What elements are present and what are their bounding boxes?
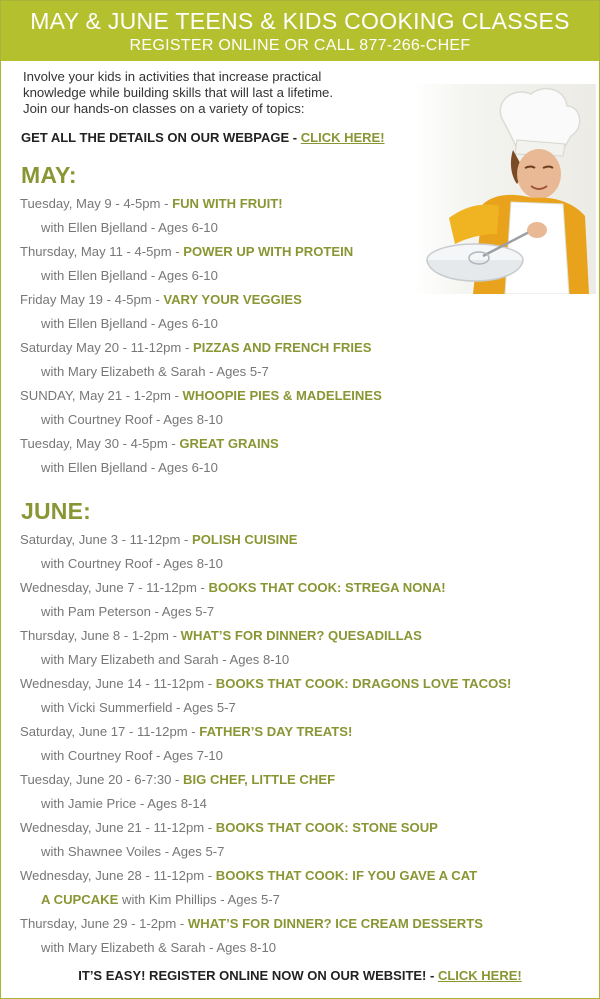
class-row [20,292,302,307]
class-when: Thursday, May 11 - 4-5pm - [20,244,184,259]
class-title: BOOKS THAT COOK: STONE SOUP [215,820,438,835]
class-title: BIG CHEF, LITTLE CHEF [183,772,336,787]
class-instructor: with Ellen Bjelland - Ages 6-10 [41,220,218,235]
class-instructor: with Mary Elizabeth & Sarah - Ages 5-7 [41,364,269,379]
class-row [20,244,353,259]
class-instructor: with Courtney Roof - Ages 8-10 [41,412,223,427]
class-when: Wednesday, June 7 - 11-12pm - [20,580,209,595]
header-banner [1,1,599,61]
class-when: Saturday, June 3 - 11-12pm - [20,532,193,547]
class-title: BOOKS THAT COOK: IF YOU GAVE A CAT [215,868,478,883]
intro-line: Involve your kids in activities that increase practical [23,69,322,84]
details-text: GET ALL THE DETAILS ON OUR WEBPAGE - [21,130,301,145]
class-instructor: with Vicki Summerfield - Ages 5-7 [41,700,236,715]
details-click-here-link[interactable]: CLICK HERE! [300,130,385,145]
class-title: BOOKS THAT COOK: STREGA NONA! [208,580,446,595]
class-when: Saturday, June 17 - 11-12pm - [20,724,200,739]
class-row [20,388,382,403]
class-when: Tuesday, June 20 - 6-7:30 - [20,772,184,787]
header-subtitle: REGISTER ONLINE OR CALL 877-266-CHEF [129,37,471,54]
class-title-continued: A CUPCAKE [41,892,119,907]
class-row [20,772,335,787]
class-title: POLISH CUISINE [192,532,298,547]
chef-photo [413,84,596,294]
class-instructor: with Ellen Bjelland - Ages 6-10 [41,460,218,475]
class-instructor: with Courtney Roof - Ages 7-10 [41,748,223,763]
intro-text [23,69,413,117]
may-section-title: MAY: [21,162,77,188]
class-row [20,916,483,931]
class-title: GREAT GRAINS [179,436,279,451]
class-title: VARY YOUR VEGGIES [163,292,302,307]
footer-click-here-link[interactable]: CLICK HERE! [437,968,522,983]
class-row [20,340,371,355]
class-title: POWER UP WITH PROTEIN [183,244,354,259]
class-row [20,532,298,547]
class-when: Thursday, June 29 - 1-2pm - [20,916,188,931]
class-row [20,724,352,739]
class-row [20,580,446,595]
class-instructor: with Mary Elizabeth and Sarah - Ages 8-10 [41,652,290,667]
class-row [20,436,279,451]
class-when: Tuesday, May 30 - 4-5pm - [20,436,180,451]
class-title: WHOOPIE PIES & MADELEINES [182,388,382,403]
class-when: SUNDAY, May 21 - 1-2pm - [20,388,183,403]
class-row [20,868,477,883]
class-title: FUN WITH FRUIT! [172,196,283,211]
header-title: MAY & JUNE TEENS & KIDS COOKING CLASSES [30,8,570,34]
intro-line: Join our hands-on classes on a variety of topics: [23,101,305,116]
class-row [20,820,438,835]
class-row [20,196,283,211]
child-chef-icon [413,84,596,294]
class-when: Friday May 19 - 4-5pm - [20,292,164,307]
class-title: FATHER’S DAY TREATS! [199,724,353,739]
class-instructor: with Pam Peterson - Ages 5-7 [41,604,215,619]
class-title: WHAT’S FOR DINNER? ICE CREAM DESSERTS [187,916,483,931]
class-instructor: with Shawnee Voiles - Ages 5-7 [41,844,225,859]
class-instructor: with Courtney Roof - Ages 8-10 [41,556,223,571]
class-when: Wednesday, June 28 - 11-12pm - [20,868,216,883]
class-instructor: with Mary Elizabeth & Sarah - Ages 8-10 [41,940,277,955]
class-when: Wednesday, June 14 - 11-12pm - [20,676,216,691]
class-instructor [41,892,280,907]
footer-text: IT’S EASY! REGISTER ONLINE NOW ON OUR WEBSITE! - [78,968,438,983]
class-title: PIZZAS AND FRENCH FRIES [192,340,372,355]
details-line [21,130,385,145]
class-when: Saturday May 20 - 11-12pm - [20,340,193,355]
class-instructor: with Ellen Bjelland - Ages 6-10 [41,316,218,331]
footer-cta [1,968,599,983]
class-when: Thursday, June 8 - 1-2pm - [20,628,181,643]
intro-line: knowledge while building skills that will last a lifetime. [23,85,334,100]
class-title: BOOKS THAT COOK: DRAGONS LOVE TACOS! [215,676,512,691]
class-instructor-text: with Kim Phillips - Ages 5-7 [118,892,280,907]
class-when: Wednesday, June 21 - 11-12pm - [20,820,216,835]
class-row [20,676,511,691]
june-section-title: JUNE: [21,498,92,524]
class-when: Tuesday, May 9 - 4-5pm - [20,196,173,211]
class-instructor: with Ellen Bjelland - Ages 6-10 [41,268,218,283]
class-title: WHAT’S FOR DINNER? QUESADILLAS [180,628,422,643]
class-row [20,628,422,643]
class-instructor: with Jamie Price - Ages 8-14 [41,796,207,811]
